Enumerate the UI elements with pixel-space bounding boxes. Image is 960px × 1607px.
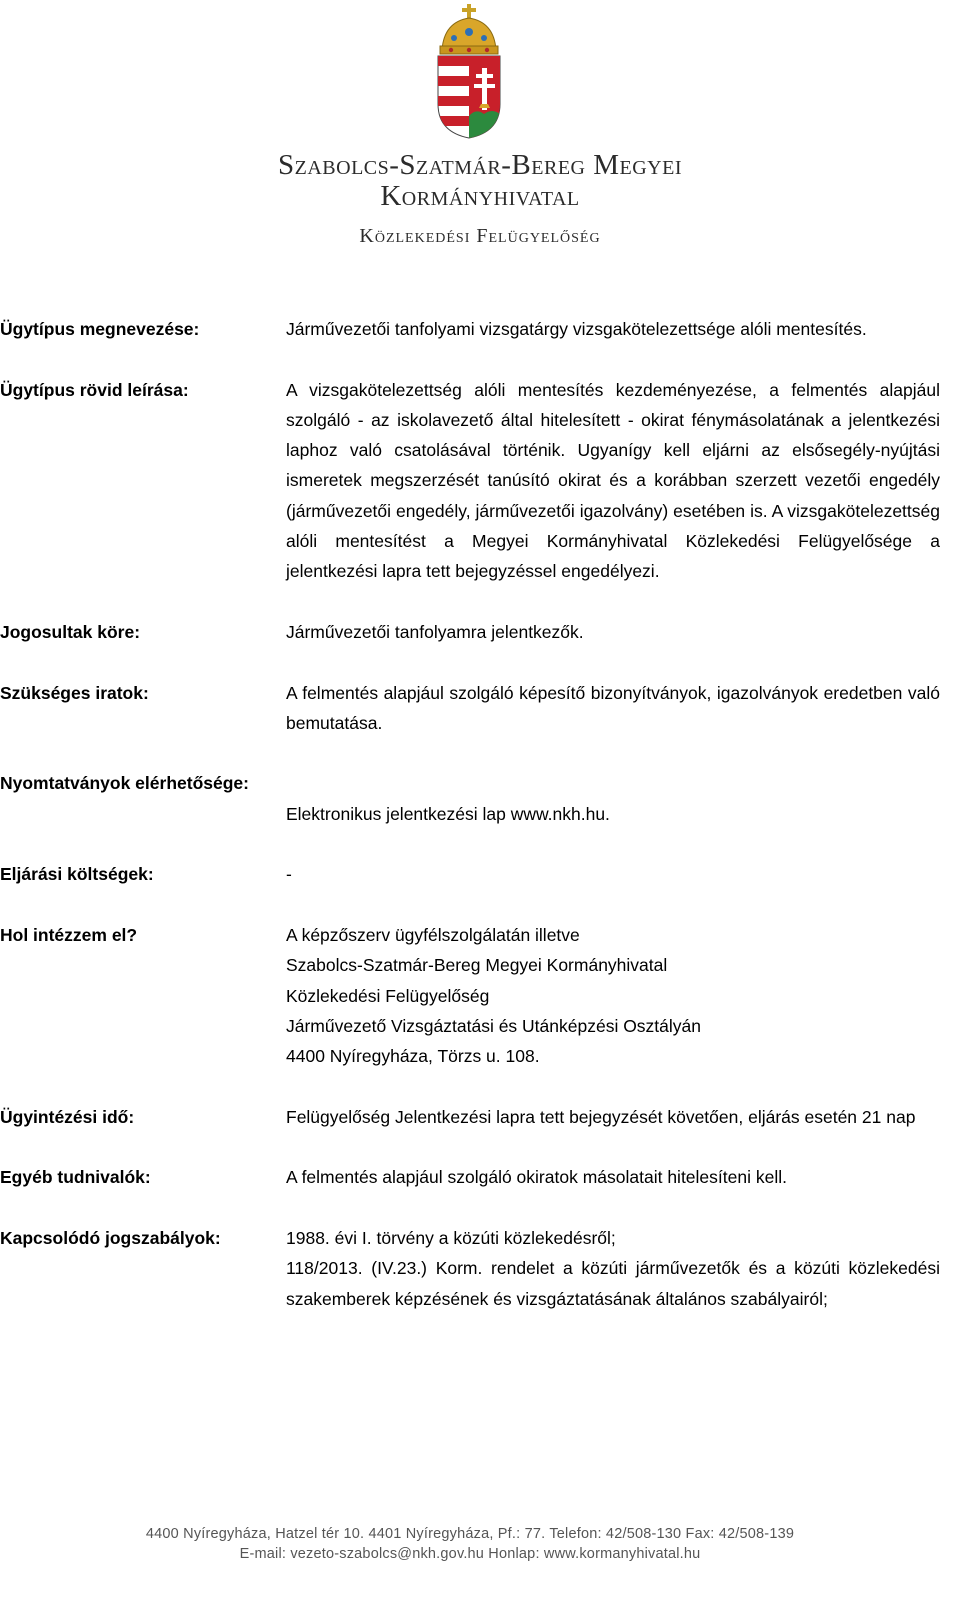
address-line: A képzőszerv ügyfélszolgálatán illetve — [286, 924, 580, 945]
law-reference: 118/2013. (IV.23.) Korm. rendelet a közúti járművezetők és a közúti közlekedési szakemberek képzésének és vizsgáztatásának általános szabályairól; — [286, 1258, 940, 1309]
field-ugytipus-rovid-leirasa — [0, 375, 940, 587]
field-label: Szükséges iratok: — [0, 682, 149, 703]
page-footer — [0, 1524, 940, 1564]
document-body — [0, 314, 940, 1314]
address-line: Közlekedési Felügyelőség — [286, 985, 490, 1006]
letterhead — [0, 0, 960, 260]
address-line: Szabolcs-Szatmár-Bereg Megyei Kormányhivatal — [286, 955, 668, 976]
hungarian-coat-of-arms-icon — [436, 4, 502, 140]
field-label: Jogosultak köre: — [0, 621, 141, 642]
address-line: 4400 Nyíregyháza, Törzs u. 108. — [286, 1046, 540, 1067]
field-value: Járművezetői tanfolyami vizsgatárgy vizsgakötelezettsége alóli mentesítés. — [286, 319, 867, 339]
field-label: Ügyintézési idő: — [0, 1106, 135, 1127]
field-label: Nyomtatványok elérhetősége: — [0, 773, 249, 794]
field-label: Egyéb tudnivalók: — [0, 1167, 151, 1188]
field-value: - — [286, 864, 292, 885]
field-jogosultak-kore — [0, 617, 940, 647]
field-value: Járművezetői tanfolyamra jelentkezők. — [286, 621, 584, 642]
field-label: Ügytípus rövid leírása: — [0, 379, 189, 400]
field-egyeb-tudnivalok — [0, 1162, 940, 1192]
org-department: Közlekedési Felügyelőség — [359, 225, 601, 247]
field-value: A felmentés alapjául szolgáló képesítő bizonyítványok, igazolványok eredetben való bemutatása. — [286, 682, 940, 733]
org-name-line2: Kormányhivatal — [380, 180, 580, 212]
field-value: A vizsgakötelezettség alóli mentesítés kezdeményezése, a felmentés alapjául szolgáló - az iskolavezető által hitelesített - okirat fénymásolatának a jelentkezési laphoz való csatolásával történik. Ugyanígy kell eljárni az elsősegély-nyújtási ismeretek megszerzését tanúsító okirat és a korábban szerzett vezetői engedély (járművezetői engedély, járművezetői igazolvány) esetében is. A vizsgakötelezettség alóli mentesítést a Megyei Kormányhivatal Közlekedési Felügyelősége a jelentkezési lapra tett bejegyzéssel engedélyezi. — [286, 379, 940, 582]
field-value: A felmentés alapjául szolgáló okiratok másolatait hitelesíteni kell. — [286, 1167, 787, 1188]
field-label: Eljárási költségek: — [0, 864, 154, 885]
field-hol-intezzem — [0, 920, 940, 1071]
field-value — [286, 1223, 940, 1314]
field-szukseges-iratok — [0, 678, 940, 739]
field-value: Elektronikus jelentkezési lap www.nkh.hu. — [286, 803, 610, 824]
field-jogszabalyok — [0, 1223, 940, 1314]
field-ugytipus-megnevezese — [0, 314, 940, 344]
field-ugyintezesi-ido — [0, 1102, 940, 1132]
footer-contact: E-mail: vezeto-szabolcs@nkh.gov.hu Honlap: www.kormanyhivatal.hu — [239, 1546, 701, 1562]
address-line: Járművezető Vizsgáztatási és Utánképzési Osztályán — [286, 1015, 702, 1036]
law-reference: 1988. évi I. törvény a közúti közlekedésről; — [286, 1227, 616, 1248]
field-value: Felügyelőség Jelentkezési lapra tett bejegyzését követően, eljárás esetén 21 nap — [286, 1106, 916, 1127]
org-name-line1: Szabolcs-Szatmár-Bereg Megyei — [278, 149, 682, 181]
field-label: Hol intézzem el? — [0, 924, 138, 945]
field-label: Kapcsolódó jogszabályok: — [0, 1227, 221, 1248]
footer-address: 4400 Nyíregyháza, Hatzel tér 10. 4401 Nyíregyháza, Pf.: 77. Telefon: 42/508-130 Fax: 42/508-139 — [145, 1526, 795, 1542]
field-nyomtatvanyok — [0, 768, 940, 798]
field-label: Ügytípus megnevezése: — [0, 319, 200, 339]
field-value — [286, 920, 940, 1071]
field-eljarasi-koltsegek — [0, 859, 940, 889]
